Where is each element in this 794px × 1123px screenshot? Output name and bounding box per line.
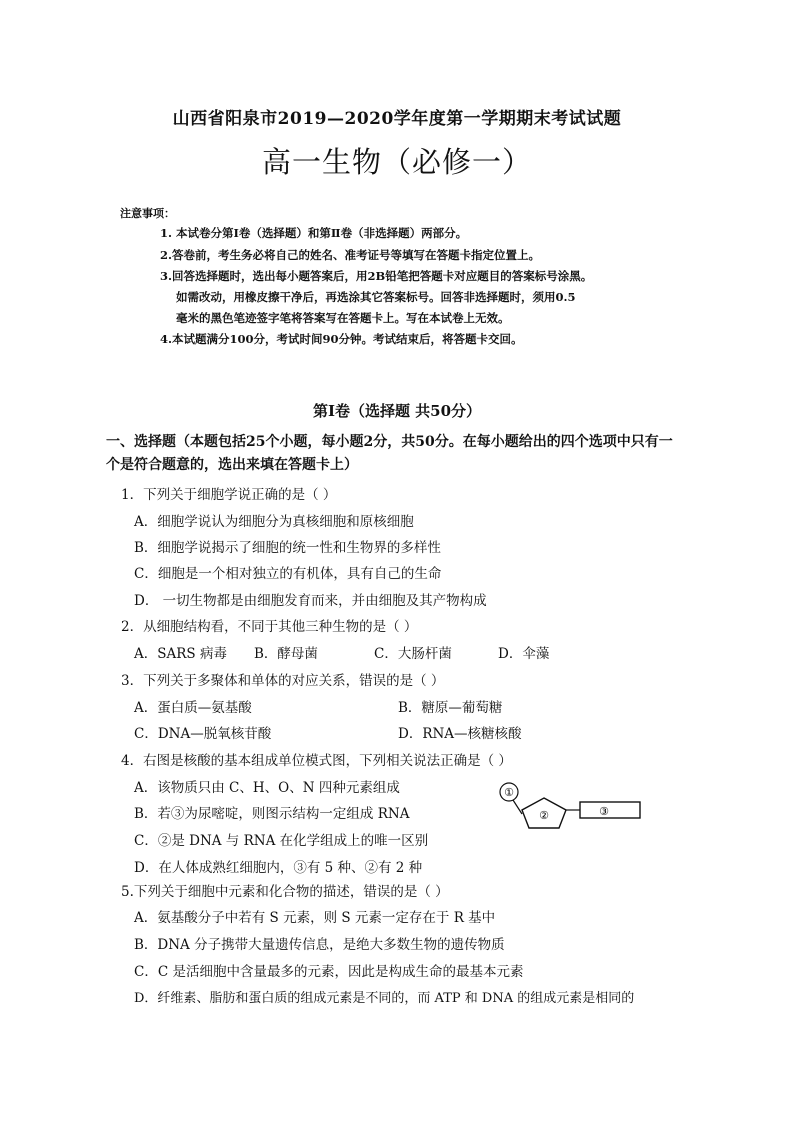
option: B．DNA 分子携带大量遗传信息，是绝大多数生物的遗传物质	[134, 937, 505, 953]
question-stem: 3．下列关于多聚体和单体的对应关系，错误的是（ ）	[121, 673, 445, 689]
option: D．纤维素、脂肪和蛋白质的组成元素是不同的，而 ATP 和 DNA 的组成元素是相同的	[134, 991, 635, 1006]
notice-item: 1. 本试卷分第Ⅰ卷（选择题）和第Ⅱ卷（非选择题）两部分。	[160, 226, 468, 240]
section-title: 第Ⅰ卷（选择题 共50分）	[312, 402, 482, 420]
option: C．②是 DNA 与 RNA 在化学组成上的唯一区别	[134, 833, 429, 849]
option: D． 一切生物都是由细胞发育而来，并由细胞及其产物构成	[134, 593, 487, 609]
phosphate-bond-line	[513, 800, 522, 814]
option: C．大肠杆菌	[374, 646, 452, 662]
option: A．SARS 病毒	[134, 646, 227, 662]
option: A．氨基酸分子中若有 S 元素，则 S 元素一定存在于 R 基中	[134, 910, 496, 926]
option: C．DNA—脱氧核苷酸	[134, 726, 272, 742]
label-phosphate: ①	[504, 786, 514, 799]
question-stem: 4．右图是核酸的基本组成单位模式图，下列相关说法正确是（ ）	[121, 753, 512, 769]
option: C．细胞是一个相对独立的有机体，具有自己的生命	[134, 566, 442, 582]
notice-heading: 注意事项：	[120, 207, 175, 220]
option: C．C 是活细胞中含量最多的元素，因此是构成生命的最基本元素	[134, 964, 524, 980]
option: A．该物质只由 C、H、O、N 四种元素组成	[134, 780, 400, 796]
option: B．糖原—葡萄糖	[398, 700, 503, 716]
notice-item: 3.回答选择题时，选出每小题答案后，用2B铅笔把答题卡对应题目的答案标号涂黑。	[160, 269, 593, 283]
option: D．RNA—核糖核酸	[398, 726, 522, 742]
nitrogenous-base	[580, 802, 640, 818]
option: B．细胞学说揭示了细胞的统一性和生物界的多样性	[134, 540, 441, 556]
question-stem: 2．从细胞结构看，不同于其他三种生物的是（ ）	[121, 619, 418, 635]
option: D．伞藻	[498, 646, 550, 662]
option: A．细胞学说认为细胞分为真核细胞和原核细胞	[134, 514, 414, 530]
label-sugar: ②	[539, 809, 549, 822]
nucleotide-diagram	[496, 780, 646, 840]
subject-title: 高一生物（必修一）	[261, 145, 532, 179]
option: B．酵母菌	[254, 646, 318, 662]
question-stem: 1．下列关于细胞学说正确的是（ ）	[121, 487, 337, 503]
notice-item: 如需改动，用橡皮擦干净后，再选涂其它答案标号。回答非选择题时，须用0.5	[176, 290, 576, 304]
exam-title: 山西省阳泉市2019—2020学年度第一学期期末考试试题	[172, 109, 622, 129]
part-heading: 一、选择题（本题包括25个小题，每小题2分，共50分。在每小题给出的四个选项中只有一个是符合题意的，选出来填在答题卡上）	[106, 434, 673, 473]
option: A．蛋白质—氨基酸	[134, 700, 252, 716]
question-stem: 5.下列关于细胞中元素和化合物的描述，错误的是（ ）	[121, 884, 449, 900]
option: D．在人体成熟红细胞内，③有 5 种、②有 2 种	[134, 860, 423, 876]
option: B．若③为尿嘧啶，则图示结构一定组成 RNA	[134, 806, 410, 822]
notice-item: 毫米的黑色笔迹签字笔将答案写在答题卡上。写在本试卷上无效。	[176, 311, 510, 325]
notice-item: 4.本试题满分100分，考试时间90分钟。考试结束后，将答题卡交回。	[160, 332, 523, 346]
label-base: ③	[599, 805, 609, 818]
notice-item: 2.答卷前，考生务必将自己的姓名、准考证号等填写在答题卡指定位置上。	[160, 248, 541, 262]
